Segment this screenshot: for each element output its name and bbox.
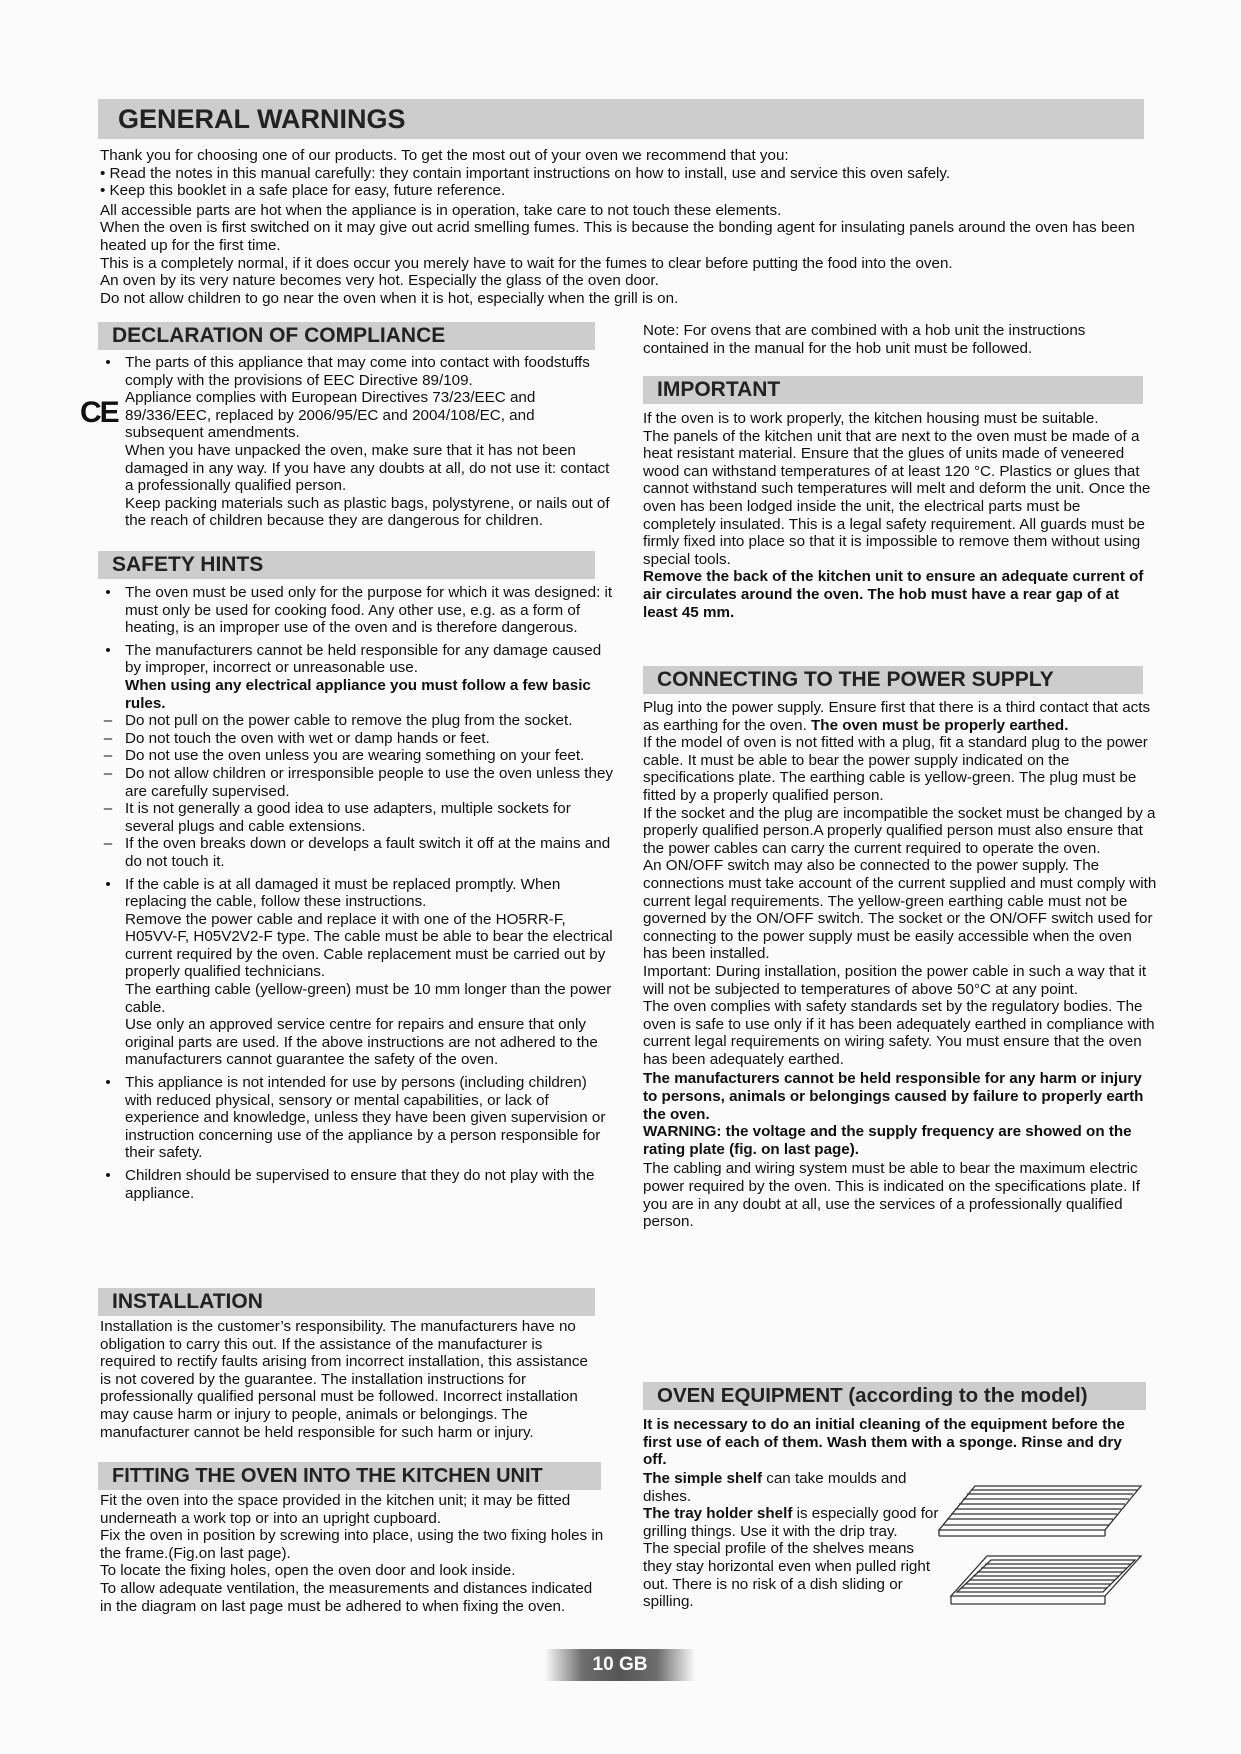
intro-line: • Read the notes in this manual carefully: they contain important instructions on how to install, use and service this oven safely. bbox=[100, 164, 951, 182]
dash-icon: – bbox=[103, 712, 113, 730]
safety-text: The oven must be used only for the purpose for which it was designed: it must only be used for cooking food. Any other use, e.g. as a form of heating, is an improper use of the oven and is therefore dangerous. bbox=[125, 584, 613, 637]
power-text-regular: Plug into the power supply. Ensure first that there is a third contact that acts as earthing for the oven. bbox=[643, 699, 1151, 734]
installation-text: Installation is the customer’s responsibility. The manufacturers have no obligation to carry this out. If the assistance of the manufacturer is required to rectify faults arising from incorrect installation, this assistance is not covered by the guarantee. The installation instructions for professionally qualified personal must be followed. Incorrect installation may cause harm or injury to people, animals or belongings. The manufacturer cannot be held responsible for such harm or injury. bbox=[100, 1318, 588, 1441]
safety-text: Remove the power cable and replace it with one of the HO5RR-F, H05VV-F, H05V2V2-F type. The cable must be able to bear the electrical current required by the oven. Cable replacement must be carried out by properly qualified technicians. bbox=[125, 910, 613, 981]
tray-shelf-desc: is especially good for grilling things. Use it with the drip tray. bbox=[643, 1505, 939, 1540]
note-text: Note: For ovens that are combined with a hob unit the instructions contained in the manual for the hob unit must be followed. bbox=[643, 322, 1086, 357]
equipment-block bbox=[643, 1416, 1148, 1469]
power-text: Important: During installation, position the power cable in such a way that it will not be subjected to temperatures of above 50°C at any point. bbox=[643, 962, 1147, 998]
compliance-text: When you have unpacked the oven, make sure that it has not been damaged in any way. If you have any doubts at all, do not use it: contact a professionally qualified person. bbox=[125, 441, 610, 495]
bullet-icon: • bbox=[105, 584, 111, 601]
power-text-bold: WARNING: the voltage and the supply frequency are showed on the rating plate (fig. on last page). bbox=[643, 1123, 1132, 1158]
installation-header: INSTALLATION bbox=[98, 1288, 595, 1316]
safety-rule: It is not generally a good idea to use adapters, multiple sockets for several plugs and cable extensions. bbox=[125, 800, 571, 835]
safety-hints-header: SAFETY HINTS bbox=[98, 551, 595, 579]
power-text: If the model of oven is not fitted with a plug, fit a standard plug to the power cable. It must be able to bear the power supply indicated on the specifications plate. The earthing cable is yellow-green. The plug must be fitted by a properly qualified person. bbox=[643, 734, 1148, 804]
safety-text: The manufacturers cannot be held responsible for any damage caused by improper, incorrect or unreasonable use. bbox=[125, 641, 602, 677]
bullet-icon: • bbox=[105, 875, 111, 893]
tray-shelf-text bbox=[643, 1505, 945, 1540]
hob-note bbox=[643, 322, 1143, 357]
safety-text: This appliance is not intended for use by persons (including children) with reduced physical, sensory or mental capabilities, or lack of experience and knowledge, unless they have been given supervision or instruction concerning use of the appliance by a person responsible for their safety. bbox=[125, 1074, 606, 1162]
compliance-text: Appliance complies with European Directives 73/23/EEC and 89/336/EEC, replaced by 2006/95/EC and 2004/108/EC, and subsequent amendments. bbox=[125, 389, 536, 442]
page-number: 10 GB bbox=[545, 1649, 695, 1681]
intro-line: This is a completely normal, if it does occur you merely have to wait for the fumes to clear before putting the food into the oven. bbox=[100, 254, 953, 272]
simple-shelf-icon bbox=[935, 1480, 1143, 1542]
intro-line: Thank you for choosing one of our products. To get the most out of your oven we recommend that you: bbox=[100, 147, 789, 164]
fitting-text: To allow adequate ventilation, the measurements and distances indicated in the diagram on last page must be adhered to when fixing the oven. bbox=[100, 1579, 593, 1615]
simple-shelf-desc: can take moulds and dishes. bbox=[643, 1470, 907, 1505]
safety-text: If the cable is at all damaged it must be replaced promptly. When replacing the cable, follow these instructions. bbox=[125, 875, 561, 911]
fitting-block bbox=[100, 1492, 605, 1615]
equipment-text-bold: It is necessary to do an initial cleaning of the equipment before the first use of each of them. Wash them with a sponge. Rinse and dry off. bbox=[643, 1416, 1125, 1469]
safety-text: The earthing cable (yellow-green) must be 10 mm longer than the power cable. bbox=[125, 981, 612, 1016]
safety-text: Use only an approved service centre for repairs and ensure that only original parts are used. If the above instructions are not adhered to the manufacturers cannot guarantee the safety of the oven. bbox=[125, 1016, 598, 1069]
safety-rule: Do not use the oven unless you are wearing something on your feet. bbox=[125, 747, 585, 765]
safety-text-bold: When using any electrical appliance you must follow a few basic rules. bbox=[125, 676, 591, 712]
tray-holder-shelf-icon bbox=[945, 1552, 1143, 1610]
fitting-text: To locate the fixing holes, open the oven door and look inside. bbox=[100, 1562, 516, 1580]
dash-icon: – bbox=[103, 729, 113, 747]
safety-rule: Do not allow children or irresponsible people to use the oven unless they are carefully supervised. bbox=[125, 764, 613, 800]
ce-mark-logo: CE bbox=[80, 396, 118, 429]
safety-block bbox=[98, 584, 618, 1202]
power-text: An ON/OFF switch may also be connected to the power supply. The connections must take account of the current supplied and must comply with current legal requirements. The yellow-green earthing cable must not be governed by the ON/OFF switch. The socket or the ON/OFF switch used for connecting to the power supply must be easily accessible when the oven has been installed. bbox=[643, 857, 1157, 963]
power-text: If the socket and the plug are incompatible the socket must be changed by a properly qualified person.A properly qualified person must also ensure that the power cables can carry the current required to operate the oven. bbox=[643, 804, 1156, 857]
compliance-block bbox=[98, 354, 613, 530]
important-block bbox=[643, 410, 1155, 621]
power-text: The oven complies with safety standards set by the regulatory bodies. The oven is safe to use only if it has been adequately earthed in compliance with current legal requirements on wiring safety. You must ensure that the oven has been adequately earthed. bbox=[643, 998, 1155, 1068]
compliance-header: DECLARATION OF COMPLIANCE bbox=[98, 322, 595, 350]
intro-line: When the oven is first switched on it may give out acrid smelling fumes. This is because the bonding agent for insulating panels around the oven has been heated up for the first time. bbox=[100, 219, 1135, 254]
bullet-icon: • bbox=[105, 354, 111, 371]
intro-line: An oven by its very nature becomes very hot. Especially the glass of the oven door. bbox=[100, 272, 659, 290]
compliance-text: The parts of this appliance that may come into contact with foodstuffs comply with the provisions of EEC Directive 89/109. bbox=[125, 354, 590, 389]
safety-rule: If the oven breaks down or develops a fault switch it off at the mains and do not touch it. bbox=[125, 835, 611, 870]
intro-line: All accessible parts are hot when the appliance is in operation, take care to not touch these elements. bbox=[100, 201, 782, 219]
dash-icon: – bbox=[103, 764, 113, 782]
equipment-shelves-block bbox=[643, 1470, 945, 1611]
oven-equipment-header: OVEN EQUIPMENT (according to the model) bbox=[643, 1382, 1146, 1410]
power-supply-header: CONNECTING TO THE POWER SUPPLY bbox=[643, 666, 1143, 694]
dash-icon: – bbox=[103, 800, 113, 818]
bullet-icon: • bbox=[105, 641, 111, 659]
safety-rule: Do not touch the oven with wet or damp hands or feet. bbox=[125, 729, 490, 747]
important-text: The panels of the kitchen unit that are next to the oven must be made of a heat resistant material. Ensure that the glues of units made of veneered wood can withstand temperatures of at least 120 °C. Plastics or glues that cannot withstand such temperatures will melt and deform the unit. Once the oven has been lodged inside the unit, the electrical parts must be completely insulated. This is a legal safety requirement. All guards must be firmly fixed into place so that it is impossible to remove them without using special tools. bbox=[643, 427, 1151, 568]
simple-shelf-label: The simple shelf bbox=[643, 1470, 763, 1487]
power-text: The cabling and wiring system must be able to bear the maximum electric power required by the oven. This is indicated on the specifications plate. If you are in any doubt at all, use the services of a professionally qualified person. bbox=[643, 1160, 1140, 1231]
intro-block bbox=[100, 147, 1145, 307]
shelf-profile-text: The special profile of the shelves means they stay horizontal even when pulled right out. There is no risk of a dish sliding or spilling. bbox=[643, 1540, 931, 1611]
simple-shelf-text bbox=[643, 1470, 945, 1505]
intro-line: Do not allow children to go near the oven when it is hot, especially when the grill is on. bbox=[100, 289, 679, 307]
bullet-icon: • bbox=[105, 1074, 111, 1092]
safety-rule: Do not pull on the power cable to remove the plug from the socket. bbox=[125, 712, 573, 730]
intro-line: • Keep this booklet in a safe place for easy, future reference. bbox=[100, 182, 506, 200]
power-text bbox=[643, 699, 1159, 734]
fitting-text: Fix the oven in position by screwing into place, using the two fixing holes in the frame.(Fig.on last page). bbox=[100, 1527, 604, 1562]
important-text-bold: Remove the back of the kitchen unit to ensure an adequate current of air circulates around the oven. The hob must have a rear gap of at least 45 mm. bbox=[643, 568, 1144, 621]
dash-icon: – bbox=[103, 835, 113, 853]
bullet-icon: • bbox=[105, 1167, 111, 1184]
tray-shelf-label: The tray holder shelf bbox=[643, 1505, 793, 1523]
general-warnings-header: GENERAL WARNINGS bbox=[98, 99, 1144, 139]
safety-text: Children should be supervised to ensure that they do not play with the appliance. bbox=[125, 1167, 595, 1202]
fitting-text: Fit the oven into the space provided in the kitchen unit; it may be fitted underneath a work top or into an upright cupboard. bbox=[100, 1492, 571, 1527]
compliance-text: Keep packing materials such as plastic bags, polystyrene, or nails out of the reach of children because they are dangerous for children. bbox=[125, 494, 610, 530]
installation-block bbox=[100, 1318, 600, 1441]
fitting-header: FITTING THE OVEN INTO THE KITCHEN UNIT bbox=[98, 1462, 601, 1490]
dash-icon: – bbox=[103, 747, 113, 765]
power-block bbox=[643, 699, 1159, 1231]
power-text-bold: The manufacturers cannot be held responsible for any harm or injury to persons, animals or belongings caused by failure to properly earth the oven. bbox=[643, 1070, 1144, 1123]
important-text: If the oven is to work properly, the kitchen housing must be suitable. bbox=[643, 410, 1099, 427]
power-text-bold: The oven must be properly earthed. bbox=[811, 716, 1069, 734]
important-header: IMPORTANT bbox=[643, 376, 1143, 404]
